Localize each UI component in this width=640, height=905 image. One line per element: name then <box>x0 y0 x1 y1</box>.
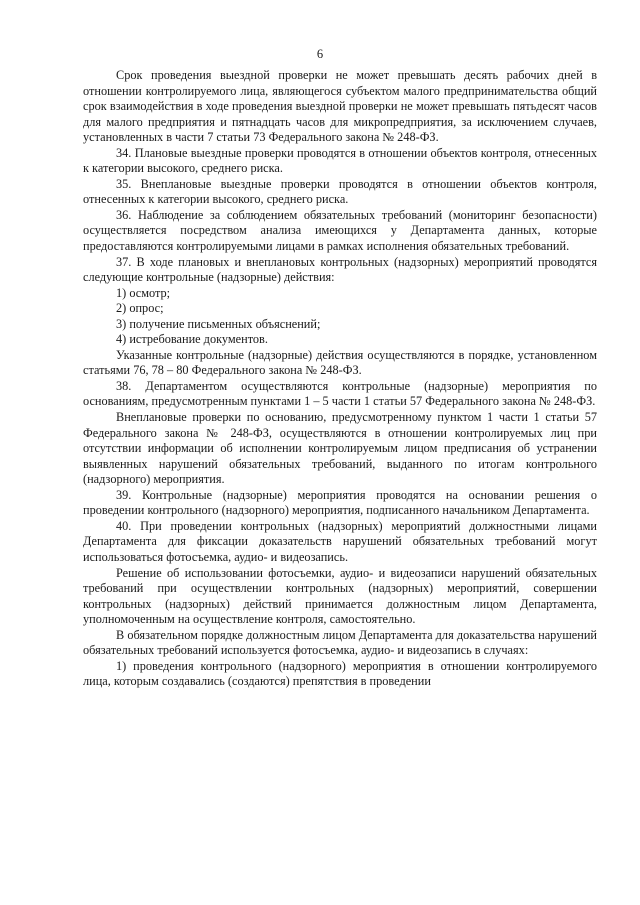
paragraph-mandatory-recording: В обязательном порядке должностным лицом Департамента для доказательства нарушений обязательных требований используется фотосъемка, аудио- и видеозапись в случаях: <box>83 627 597 658</box>
list-item-survey: 2) опрос; <box>116 301 164 316</box>
paragraph-36: 36. Наблюдение за соблюдением обязательных требований (мониторинг безопасности) осуществляется посредством анализа имеющихся у Департамента данных, которые предоставляются контролируемыми лицами в рамках исполнения обязательных требований. <box>83 207 597 254</box>
paragraph-39: 39. Контрольные (надзорные) мероприятия проводятся на основании решения о проведении контрольного (надзорного) мероприятия, подписанного начальником Департамента. <box>83 487 597 518</box>
paragraph-37: 37. В ходе плановых и внеплановых контрольных (надзорных) мероприятий проводятся следующие контрольные (надзорные) действия: <box>83 254 597 285</box>
paragraph-actions-procedure: Указанные контрольные (надзорные) действия осуществляются в порядке, установленном статьями 76, 78 – 80 Федерального закона № 248-ФЗ. <box>83 347 597 378</box>
list-item-document-request: 4) истребование документов. <box>116 332 268 347</box>
document-body <box>83 68 597 690</box>
paragraph-inspection-duration: Срок проведения выездной проверки не может превышать десять рабочих дней в отношении контролируемого лица, являющегося субъектом малого предпринимательства общий срок взаимодействия в ходе проведения выездной проверки не может превышать пятьдесят часов для малого предприятия и пятнадцать часов для микропредприятия, за исключением случаев, установленных в части 7 статьи 73 Федерального закона № 248-ФЗ. <box>83 68 597 145</box>
list-item-obstruction-case: 1) проведения контрольного (надзорного) мероприятия в отношении контролируемого лица, которым создавались (создаются) препятствия в проведении <box>83 658 597 689</box>
paragraph-34: 34. Плановые выездные проверки проводятся в отношении объектов контроля, отнесенных к категории высокого, среднего риска. <box>83 145 597 176</box>
paragraph-38: 38. Департаментом осуществляются контрольные (надзорные) мероприятия по основаниям, предусмотренным пунктами 1 – 5 части 1 статьи 57 Федерального закона № 248-ФЗ. <box>83 378 597 409</box>
paragraph-recording-decision: Решение об использовании фотосъемки, аудио- и видеозаписи нарушений обязательных требований при осуществлении контрольных (надзорных) мероприятий, совершении контрольных (надзорных) действий принимается должностным лицом Департамента, уполномоченным на осуществление контроля, самостоятельно. <box>83 565 597 627</box>
list-item-inspection: 1) осмотр; <box>116 285 171 300</box>
list-item-written-explanations: 3) получение письменных объяснений; <box>116 316 321 331</box>
paragraph-unscheduled-inspections: Внеплановые проверки по основанию, предусмотренному пунктом 1 части 1 статьи 57 Федерального закона № 248-ФЗ, осуществляются в отношении контролируемых лиц при отсутствии информации об исполнении контролируемым лицом предписания об устранении выявленных нарушений обязательных требований, выданного по итогам контрольного (надзорного) мероприятия. <box>83 410 597 487</box>
paragraph-35: 35. Внеплановые выездные проверки проводятся в отношении объектов контроля, отнесенных к категории высокого, среднего риска. <box>83 176 597 207</box>
page-number: 6 <box>316 47 324 61</box>
paragraph-40: 40. При проведении контрольных (надзорных) мероприятий должностными лицами Департамента для фиксации доказательств нарушений обязательных требований могут использоваться фотосъемка, аудио- и видеозапись. <box>83 518 597 564</box>
